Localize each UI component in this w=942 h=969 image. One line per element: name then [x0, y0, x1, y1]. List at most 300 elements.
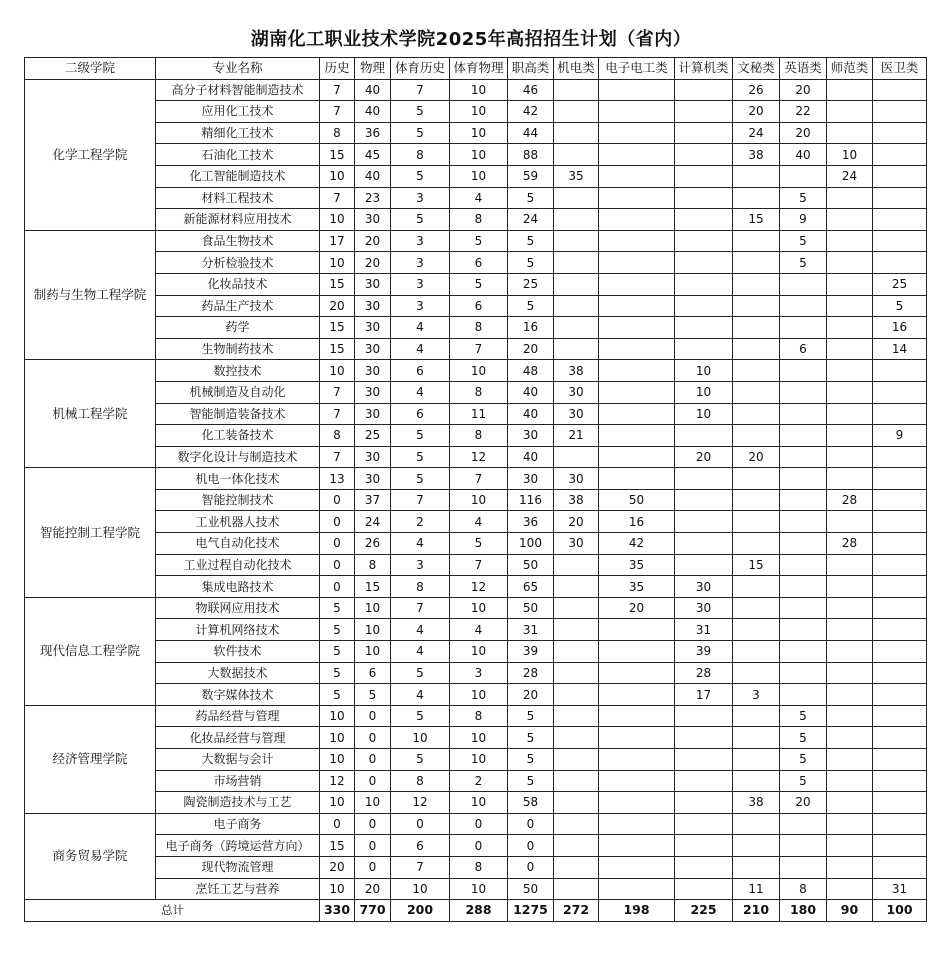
quota-cell: 5 — [391, 662, 450, 684]
quota-cell: 5 — [391, 468, 450, 490]
quota-cell: 12 — [320, 770, 355, 792]
quota-cell — [873, 446, 927, 468]
quota-cell: 5 — [780, 727, 827, 749]
quota-cell: 0 — [355, 770, 391, 792]
quota-cell: 10 — [355, 792, 391, 814]
quota-cell: 30 — [355, 360, 391, 382]
quota-cell: 7 — [320, 403, 355, 425]
quota-cell: 4 — [391, 338, 450, 360]
major-name-cell: 市场营销 — [156, 770, 320, 792]
quota-cell — [675, 533, 733, 555]
quota-cell: 10 — [450, 597, 508, 619]
table-row — [25, 533, 927, 555]
quota-cell — [599, 641, 675, 663]
table-row — [25, 273, 927, 295]
quota-cell: 4 — [450, 619, 508, 641]
quota-cell: 5 — [508, 727, 554, 749]
quota-cell: 10 — [320, 878, 355, 900]
quota-cell — [733, 533, 780, 555]
quota-cell — [599, 338, 675, 360]
table-row — [25, 878, 927, 900]
quota-cell: 5 — [508, 705, 554, 727]
quota-cell — [827, 792, 873, 814]
quota-cell — [780, 511, 827, 533]
quota-cell — [599, 425, 675, 447]
quota-cell — [733, 468, 780, 490]
quota-cell: 20 — [320, 856, 355, 878]
quota-cell: 15 — [320, 835, 355, 857]
quota-cell — [873, 360, 927, 382]
quota-cell — [675, 468, 733, 490]
quota-cell: 5 — [780, 187, 827, 209]
quota-cell: 0 — [355, 835, 391, 857]
quota-cell: 50 — [508, 554, 554, 576]
quota-cell — [873, 230, 927, 252]
quota-cell: 0 — [355, 705, 391, 727]
table-row — [25, 597, 927, 619]
quota-cell: 40 — [355, 79, 391, 101]
quota-cell: 42 — [508, 101, 554, 123]
quota-cell: 20 — [355, 230, 391, 252]
quota-cell: 25 — [873, 273, 927, 295]
quota-cell: 15 — [320, 273, 355, 295]
quota-cell: 20 — [599, 597, 675, 619]
college-name-cell: 经济管理学院 — [25, 705, 156, 813]
quota-cell: 20 — [554, 511, 599, 533]
college-name-cell: 商务贸易学院 — [25, 813, 156, 899]
quota-cell: 26 — [355, 533, 391, 555]
quota-cell — [554, 835, 599, 857]
table-row — [25, 446, 927, 468]
quota-cell — [873, 101, 927, 123]
total-value-cell: 330 — [320, 900, 355, 922]
quota-cell: 20 — [733, 446, 780, 468]
quota-cell: 5 — [508, 749, 554, 771]
quota-cell: 38 — [554, 489, 599, 511]
column-header: 计算机类 — [675, 58, 733, 80]
quota-cell: 5 — [508, 770, 554, 792]
table-row — [25, 813, 927, 835]
quota-cell — [599, 727, 675, 749]
column-header: 专业名称 — [156, 58, 320, 80]
column-header: 职高类 — [508, 58, 554, 80]
major-name-cell: 电子商务 — [156, 813, 320, 835]
quota-cell: 15 — [320, 317, 355, 339]
quota-cell: 21 — [554, 425, 599, 447]
quota-cell — [780, 813, 827, 835]
quota-cell: 12 — [450, 576, 508, 598]
major-name-cell: 烹饪工艺与营养 — [156, 878, 320, 900]
quota-cell — [733, 187, 780, 209]
quota-cell — [827, 79, 873, 101]
major-name-cell: 计算机网络技术 — [156, 619, 320, 641]
major-name-cell: 物联网应用技术 — [156, 597, 320, 619]
quota-cell: 15 — [320, 144, 355, 166]
quota-cell — [675, 187, 733, 209]
quota-cell — [827, 727, 873, 749]
quota-cell — [827, 813, 873, 835]
quota-cell: 10 — [450, 749, 508, 771]
quota-cell: 0 — [355, 813, 391, 835]
quota-cell: 7 — [320, 187, 355, 209]
quota-cell — [827, 101, 873, 123]
quota-cell: 20 — [508, 338, 554, 360]
quota-cell: 38 — [733, 144, 780, 166]
major-name-cell: 应用化工技术 — [156, 101, 320, 123]
quota-cell — [675, 770, 733, 792]
table-row — [25, 619, 927, 641]
quota-cell — [733, 295, 780, 317]
table-row — [25, 835, 927, 857]
quota-cell: 15 — [733, 209, 780, 231]
table-row — [25, 705, 927, 727]
quota-cell: 10 — [320, 360, 355, 382]
quota-cell: 15 — [355, 576, 391, 598]
quota-cell — [599, 252, 675, 274]
quota-cell: 0 — [320, 489, 355, 511]
quota-cell — [827, 878, 873, 900]
quota-cell — [733, 403, 780, 425]
quota-cell — [599, 684, 675, 706]
quota-cell — [827, 662, 873, 684]
quota-cell: 39 — [675, 641, 733, 663]
quota-cell: 38 — [733, 792, 780, 814]
quota-cell — [780, 576, 827, 598]
quota-cell: 5 — [320, 597, 355, 619]
quota-cell: 46 — [508, 79, 554, 101]
quota-cell: 0 — [320, 813, 355, 835]
quota-cell: 116 — [508, 489, 554, 511]
quota-cell — [554, 230, 599, 252]
quota-cell: 3 — [733, 684, 780, 706]
quota-cell — [599, 79, 675, 101]
quota-cell: 0 — [508, 813, 554, 835]
quota-cell: 7 — [391, 79, 450, 101]
quota-cell: 30 — [554, 381, 599, 403]
quota-cell — [554, 122, 599, 144]
quota-cell — [733, 576, 780, 598]
quota-cell — [827, 338, 873, 360]
quota-cell — [599, 835, 675, 857]
quota-cell — [827, 835, 873, 857]
quota-cell — [599, 187, 675, 209]
quota-cell — [599, 381, 675, 403]
quota-cell — [780, 662, 827, 684]
quota-cell: 14 — [873, 338, 927, 360]
quota-cell — [827, 856, 873, 878]
major-name-cell: 机械制造及自动化 — [156, 381, 320, 403]
total-value-cell: 225 — [675, 900, 733, 922]
quota-cell: 5 — [391, 209, 450, 231]
quota-cell — [675, 813, 733, 835]
quota-cell — [675, 209, 733, 231]
quota-cell: 5 — [780, 230, 827, 252]
quota-cell: 0 — [320, 533, 355, 555]
quota-cell — [554, 554, 599, 576]
major-name-cell: 分析检验技术 — [156, 252, 320, 274]
quota-cell — [675, 705, 733, 727]
quota-cell — [780, 619, 827, 641]
quota-cell — [780, 641, 827, 663]
quota-cell — [873, 619, 927, 641]
quota-cell: 10 — [450, 101, 508, 123]
quota-cell — [827, 705, 873, 727]
quota-cell — [873, 79, 927, 101]
quota-cell: 30 — [355, 317, 391, 339]
college-name-cell: 机械工程学院 — [25, 360, 156, 468]
quota-cell: 5 — [508, 187, 554, 209]
quota-cell — [675, 727, 733, 749]
college-name-cell: 化学工程学院 — [25, 79, 156, 230]
table-row — [25, 403, 927, 425]
quota-cell — [827, 403, 873, 425]
quota-cell: 100 — [508, 533, 554, 555]
quota-cell: 3 — [391, 295, 450, 317]
quota-cell — [675, 295, 733, 317]
quota-cell: 65 — [508, 576, 554, 598]
page-title: 湖南化工职业技术学院2025年高招招生计划（省内） — [250, 29, 692, 50]
quota-cell — [827, 295, 873, 317]
quota-cell — [873, 252, 927, 274]
quota-cell — [780, 381, 827, 403]
quota-cell: 5 — [391, 101, 450, 123]
quota-cell: 30 — [554, 468, 599, 490]
quota-cell: 28 — [508, 662, 554, 684]
quota-cell: 6 — [450, 295, 508, 317]
quota-cell: 0 — [355, 856, 391, 878]
quota-cell: 10 — [320, 749, 355, 771]
quota-cell: 5 — [780, 252, 827, 274]
table-row — [25, 554, 927, 576]
total-value-cell: 198 — [599, 900, 675, 922]
quota-cell: 3 — [391, 273, 450, 295]
quota-cell: 9 — [780, 209, 827, 231]
table-row — [25, 511, 927, 533]
quota-cell: 12 — [450, 446, 508, 468]
table-row — [25, 727, 927, 749]
quota-cell — [599, 273, 675, 295]
quota-cell — [733, 662, 780, 684]
quota-cell — [554, 619, 599, 641]
quota-cell — [599, 878, 675, 900]
quota-cell — [873, 705, 927, 727]
quota-cell: 50 — [599, 489, 675, 511]
quota-cell: 7 — [450, 338, 508, 360]
table-body — [25, 79, 927, 921]
quota-cell: 15 — [733, 554, 780, 576]
quota-cell: 10 — [450, 144, 508, 166]
quota-cell: 30 — [675, 597, 733, 619]
quota-cell: 23 — [355, 187, 391, 209]
table-row — [25, 662, 927, 684]
quota-cell — [733, 813, 780, 835]
quota-cell: 8 — [391, 144, 450, 166]
quota-cell — [599, 209, 675, 231]
major-name-cell: 药学 — [156, 317, 320, 339]
quota-cell: 35 — [599, 554, 675, 576]
quota-cell — [780, 403, 827, 425]
quota-cell — [780, 165, 827, 187]
table-row — [25, 338, 927, 360]
quota-cell: 30 — [508, 425, 554, 447]
quota-cell: 0 — [508, 835, 554, 857]
quota-cell — [780, 856, 827, 878]
quota-cell: 22 — [780, 101, 827, 123]
quota-cell: 4 — [450, 511, 508, 533]
quota-cell — [554, 813, 599, 835]
quota-cell: 5 — [391, 446, 450, 468]
quota-cell: 3 — [391, 187, 450, 209]
total-value-cell: 90 — [827, 900, 873, 922]
quota-cell — [554, 576, 599, 598]
quota-cell — [873, 597, 927, 619]
quota-cell: 0 — [320, 576, 355, 598]
quota-cell — [733, 770, 780, 792]
quota-cell — [554, 273, 599, 295]
major-name-cell: 化妆品经营与管理 — [156, 727, 320, 749]
quota-cell: 42 — [599, 533, 675, 555]
total-value-cell: 200 — [391, 900, 450, 922]
quota-cell: 30 — [508, 468, 554, 490]
quota-cell: 48 — [508, 360, 554, 382]
quota-cell — [780, 554, 827, 576]
total-value-cell: 770 — [355, 900, 391, 922]
quota-cell — [554, 878, 599, 900]
quota-cell — [827, 230, 873, 252]
quota-cell — [675, 144, 733, 166]
quota-cell — [554, 79, 599, 101]
quota-cell: 4 — [391, 684, 450, 706]
major-name-cell: 数字媒体技术 — [156, 684, 320, 706]
column-header: 文秘类 — [733, 58, 780, 80]
quota-cell: 8 — [450, 317, 508, 339]
quota-cell — [827, 209, 873, 231]
quota-cell: 10 — [450, 792, 508, 814]
quota-cell: 10 — [450, 684, 508, 706]
quota-cell: 8 — [391, 770, 450, 792]
quota-cell: 0 — [450, 813, 508, 835]
quota-cell — [675, 338, 733, 360]
total-label: 总计 — [25, 900, 320, 922]
quota-cell — [675, 230, 733, 252]
quota-cell: 7 — [391, 597, 450, 619]
total-value-cell: 272 — [554, 900, 599, 922]
quota-cell: 59 — [508, 165, 554, 187]
quota-cell: 10 — [450, 79, 508, 101]
column-header: 机电类 — [554, 58, 599, 80]
quota-cell: 10 — [355, 597, 391, 619]
quota-cell: 10 — [450, 878, 508, 900]
quota-cell: 20 — [675, 446, 733, 468]
quota-cell — [733, 835, 780, 857]
quota-cell — [554, 101, 599, 123]
quota-cell: 6 — [391, 403, 450, 425]
quota-cell: 20 — [780, 792, 827, 814]
quota-cell — [675, 79, 733, 101]
quota-cell — [780, 489, 827, 511]
quota-cell — [599, 662, 675, 684]
quota-cell: 8 — [450, 381, 508, 403]
column-header: 医卫类 — [873, 58, 927, 80]
quota-cell: 30 — [675, 576, 733, 598]
total-value-cell: 210 — [733, 900, 780, 922]
quota-cell — [733, 856, 780, 878]
quota-cell — [873, 122, 927, 144]
table-row — [25, 230, 927, 252]
quota-cell — [780, 597, 827, 619]
quota-cell — [675, 122, 733, 144]
quota-cell: 5 — [391, 749, 450, 771]
column-header: 体育物理 — [450, 58, 508, 80]
quota-cell: 15 — [320, 338, 355, 360]
quota-cell: 31 — [508, 619, 554, 641]
quota-cell: 6 — [391, 360, 450, 382]
major-name-cell: 大数据与会计 — [156, 749, 320, 771]
quota-cell: 7 — [320, 101, 355, 123]
quota-cell: 28 — [827, 533, 873, 555]
major-name-cell: 陶瓷制造技术与工艺 — [156, 792, 320, 814]
quota-cell: 3 — [391, 554, 450, 576]
college-name-cell: 现代信息工程学院 — [25, 597, 156, 705]
quota-cell — [554, 144, 599, 166]
quota-cell: 35 — [554, 165, 599, 187]
quota-cell — [827, 273, 873, 295]
table-row — [25, 770, 927, 792]
quota-cell: 8 — [320, 122, 355, 144]
quota-cell: 4 — [391, 381, 450, 403]
quota-cell: 5 — [450, 230, 508, 252]
quota-cell: 37 — [355, 489, 391, 511]
college-name-cell: 制药与生物工程学院 — [25, 230, 156, 360]
quota-cell — [733, 727, 780, 749]
quota-cell: 30 — [355, 403, 391, 425]
major-name-cell: 集成电路技术 — [156, 576, 320, 598]
quota-cell: 30 — [355, 295, 391, 317]
quota-cell — [873, 662, 927, 684]
quota-cell: 10 — [450, 122, 508, 144]
quota-cell: 20 — [320, 295, 355, 317]
quota-cell: 30 — [355, 338, 391, 360]
quota-cell — [733, 489, 780, 511]
quota-cell — [599, 230, 675, 252]
quota-cell: 40 — [508, 446, 554, 468]
quota-cell — [780, 295, 827, 317]
table-row — [25, 295, 927, 317]
quota-cell — [599, 403, 675, 425]
quota-cell: 44 — [508, 122, 554, 144]
quota-cell: 4 — [391, 533, 450, 555]
quota-cell — [554, 597, 599, 619]
quota-cell: 50 — [508, 597, 554, 619]
quota-cell: 40 — [508, 381, 554, 403]
major-name-cell: 药品生产技术 — [156, 295, 320, 317]
quota-cell — [827, 317, 873, 339]
quota-cell: 13 — [320, 468, 355, 490]
quota-cell: 36 — [355, 122, 391, 144]
quota-cell — [599, 101, 675, 123]
quota-cell: 10 — [827, 144, 873, 166]
column-header: 师范类 — [827, 58, 873, 80]
quota-cell — [827, 122, 873, 144]
quota-cell — [599, 770, 675, 792]
quota-cell: 5 — [873, 295, 927, 317]
total-value-cell: 100 — [873, 900, 927, 922]
quota-cell: 0 — [391, 813, 450, 835]
quota-cell: 40 — [355, 101, 391, 123]
quota-cell: 3 — [450, 662, 508, 684]
quota-cell: 7 — [450, 554, 508, 576]
quota-cell — [733, 273, 780, 295]
